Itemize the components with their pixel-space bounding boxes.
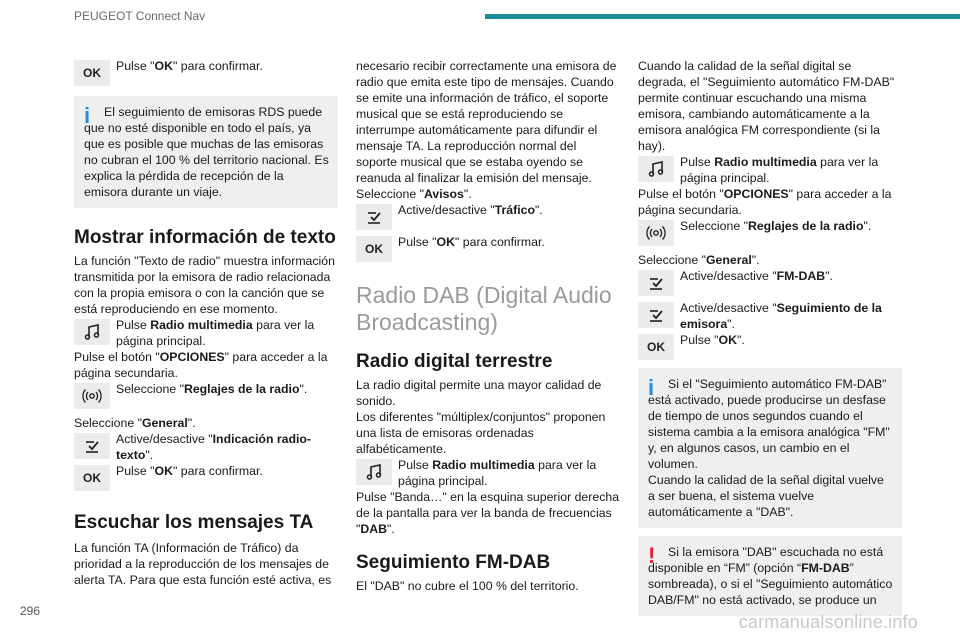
step-seguimiento-emisora: Active/desactive "Seguimiento de la emisora". [638, 300, 902, 332]
info-note-text: El seguimiento de emisoras RDS puede que no esté disponible en todo el país, ya que es posible que muchas de las emisoras no cubran el 100 % del territorio nacional. Es explica la pérdida de recepción de la emisora durante un viaje. [84, 105, 329, 199]
heading-radio-digital: Radio digital terrestre [356, 351, 553, 372]
info-note-rds [74, 96, 338, 208]
paragraph-opciones: Pulse el botón "OPCIONES" para acceder a la página secundaria. [74, 350, 328, 380]
paragraph-texto-radio: La función "Texto de radio" muestra información transmitida por la emisora de radio relacionada con la propia emisora o con la canción que se está reproduciendo en ese momento. [74, 254, 335, 316]
ok-icon: OK [638, 334, 674, 360]
paragraph-radio-digital: La radio digital permite una mayor calidad de sonido. Los diferentes "múltiplex/conjuntos" proponen una lista de emisoras ordenadas alfabéticamente. [356, 378, 606, 456]
info-icon: i [648, 375, 655, 400]
step-radio-multimedia-3: Pulse Radio multimedia para ver la página principal. [638, 154, 902, 186]
paragraph-opciones-2: Pulse el botón "OPCIONES" para acceder a la página secundaria. [638, 187, 892, 217]
heading-radio-dab: Radio DAB (Digital Audio Broadcasting) [356, 282, 612, 335]
step-radio-multimedia-2: Pulse Radio multimedia para ver la página principal. [356, 457, 620, 489]
heading-mostrar-texto: Mostrar información de texto [74, 227, 336, 248]
checkbox-icon [638, 270, 674, 296]
step-ok-4: OK Pulse "OK". [638, 332, 902, 360]
watermark: carmanualsonline.info [738, 612, 918, 632]
heading-mensajes-ta: Escuchar los mensajes TA [74, 512, 314, 533]
step-reglajes-radio-2: Seleccione "Reglajes de la radio". [638, 218, 902, 246]
step-trafico: Active/desactive "Tráfico". [356, 202, 620, 230]
paragraph-general-2: Seleccione "General". [638, 253, 760, 267]
paragraph-seguimiento: El "DAB" no cubre el 100 % del territorio. [356, 579, 579, 593]
warning-icon: ! [648, 543, 656, 568]
info-note-fm-dab [638, 368, 902, 528]
ok-icon: OK [74, 465, 110, 491]
paragraph-general: Seleccione "General". [74, 416, 196, 430]
radio-signal-icon [74, 383, 110, 409]
step-reglajes-radio: Seleccione "Reglajes de la radio". [74, 381, 338, 409]
ok-icon: OK [74, 60, 110, 86]
paragraph-avisos: Seleccione "Avisos". [356, 187, 472, 201]
paragraph-ta: La función TA (Información de Tráfico) da prioridad a la reproducción de los mensajes de alerta TA. Para que esta función esté activa, es [74, 541, 332, 587]
step-radio-texto: Active/desactive "Indicación radio-texto". [74, 431, 338, 463]
header-accent-bar [485, 14, 960, 19]
paragraph-ta-cont: necesario recibir correctamente una emisora de radio que emita este tipo de mensajes. Cuando se emite una información de tráfico, el soporte musical que se está reproduciendo se interrumpe automáticamente para difundir el mensaje TA. La reproducción normal del soporte musical que se estaba oyendo se reanuda al finalizar la emisión del mensaje. [356, 59, 617, 185]
checkbox-icon [74, 433, 110, 459]
step-radio-multimedia: Pulse Radio multimedia para ver la página principal. [74, 317, 338, 349]
column-3 [638, 58, 902, 616]
checkbox-icon [356, 204, 392, 230]
info-note-fm-dab-text: Si el "Seguimiento automático FM-DAB" está activado, puede producirse un desfase de tiempo de unos segundos cuando el sistema cambia a la emisora analógica "FM" y, en algunos casos, un cambio en el volumen. Cuando la calidad de la señal digital vuelve a ser buena, el sistema vuelve automáticamente a "DAB". [648, 377, 890, 519]
heading-seguimiento: Seguimiento FM-DAB [356, 552, 551, 573]
checkbox-icon [638, 302, 674, 328]
warning-note-text: Si la emisora "DAB" escuchada no está disponible en “FM” (opción “FM-DAB” sombreada), o si el "Seguimiento automático DAB/FM" no está activado, se produce un [648, 545, 893, 607]
page-number: 296 [20, 604, 41, 618]
step-ok-confirm-1: OK Pulse "OK" para confirmar. [74, 58, 338, 86]
music-note-icon [638, 156, 674, 182]
column-2 [356, 58, 620, 594]
step-fm-dab: Active/desactive "FM-DAB". [638, 268, 902, 296]
radio-signal-icon [638, 220, 674, 246]
paragraph-dab-cont: Cuando la calidad de la señal digital se degrada, el "Seguimiento automático FM-DAB" permite continuar escuchando una misma emisora, cambiando automáticamente a la emisora analógica FM correspondiente (si la hay). [638, 59, 895, 153]
header-title: PEUGEOT Connect Nav [74, 9, 206, 23]
paragraph-banda: Pulse "Banda…" en la esquina superior derecha de la pantalla para ver la banda de frecuencias "DAB". [356, 490, 620, 536]
music-note-icon [356, 459, 392, 485]
step-ok-confirm-2: OK Pulse "OK" para confirmar. [74, 463, 338, 491]
step-ok-confirm-3: OK Pulse "OK" para confirmar. [356, 234, 620, 262]
warning-note-dab [638, 536, 902, 616]
column-1 [74, 58, 338, 588]
info-icon: i [84, 103, 91, 128]
ok-icon: OK [356, 236, 392, 262]
music-note-icon [74, 319, 110, 345]
